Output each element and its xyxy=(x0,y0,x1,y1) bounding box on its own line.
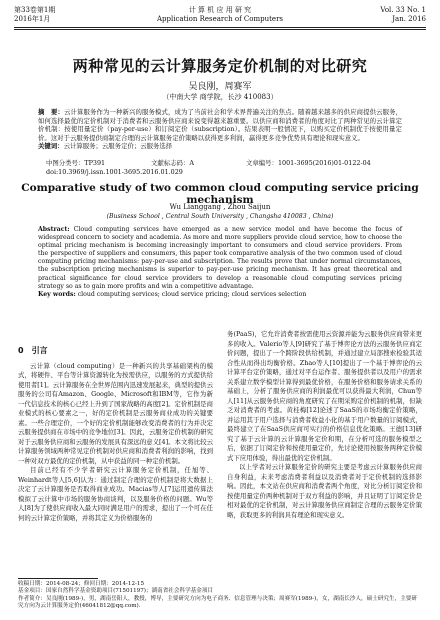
abstract-text-cn: 云计算服务作为一种新兴的服务模式，成为了当前社会和学术界普遍关注的焦点。随着越来越多的供应商提供云服务，如何选择最优的定价机制对于消费者和云服务供应商来说变得越来越重要。以供应商和消费者的角度对比了两种常见的云计算定价机制：按使用量定价（pay-per-use）和订阅定价（subscription）。结果表明一般情况下，以购买定价机制优于按使用量定价。这对于云服务提供商制定合理的云计算服务定价策略以获得更多利润，赢得更多竞争优势具有理论和现实意义。 xyxy=(38,108,403,142)
footnote-bio: 作者简介：吴良刚(1989-)，男，湖南岳阳人，教授，博导，主要研究方向为电子商务、信息管理与决策；周赛军(1989-)，女，湖南长沙人，硕士研究生，主要研究方向为云计算服务定价(46041812@qq.com). xyxy=(18,595,417,610)
abstract-en xyxy=(38,226,402,299)
footnote-fund: 基金项目：国家自然科学基金资助项目(71501197)；湖南省社会科学基金项目 xyxy=(18,588,214,595)
header-volume-issue: 第33卷第1期 xyxy=(14,6,56,14)
body-paragraph: 以上学者对云计算服务定价的研究主要是考虑云计算服务供应商自身利益，未来考虑消费者利益以及消费者对于定价机制的选择影响。因此，本文站在供应商和消费者两个角度，对比分析订阅定价和按使用量定价两种机制对于双方利益的影响，并且证明了订阅定价是相对最优的定价机制，对云计算服务供应商制定合理的云服务定价策略，获取更多的利润具有理论和现实意义。 xyxy=(227,463,422,519)
abstract-label-en: Abstract: xyxy=(38,226,70,233)
header-rule-top xyxy=(14,27,426,28)
keywords-en: cloud computing services; cloud service pricing; cloud services selection xyxy=(77,290,307,298)
body-paragraph: 目前已经有不少学者研究云计算服务定价机制，任旭等、Weinhardt等人[5,6]认为：通过制定合理的定价机制是将大数据上决定了云计算服务是否取得商业成功。Macias等人[7]运用遗传算法模拟了云计算中市场的服务协商谈判，以及服务价格的问题。Wu等人[8]为了使供应商收入最大同时满足用户的需求，提出了一个可在任何的云计算定价策略，并将其定义为价格服务的 xyxy=(18,466,213,522)
affiliation-cn: （中南大学 商学院，长沙 410083） xyxy=(162,93,278,101)
footnote-rule xyxy=(18,578,98,579)
body-paragraph: 务(PaaS)，它允许消费者按需使用云资源并能为云服务供应商带来更多的收入。Valerio等人[9]研究了基于博弈论方法的云服务供应商定价问题，提出了一个跨阶段供给机制，并通过建立局部搜索检验其适合性从而得出均衡价格。Zhao等人[10]提出了一个基于博弈论的云计算平台定价策略，通过对平台运作者、服务提供者以及用户的需求关系建立数学模型计算得到最优价格，在服务价格和服务请求关系的基础上，分析了服务供应商的利润最优可以获得最大利润，Chun等人[11]从云服务供应商的角度研究了在期采购定价机制的机制，但缺乏对消费者的考虑。黄桂梅[12]论述了SaaS的市场均衡定价策略，并运用其于用户选择与消费者收益小化的基于用户数量的订阅模式，最终建立了在SaaS供应商可实行的价格信息优化策略。王德[13]研究了基于云计算的云计算服务定价和期，在分析可选的服务模型之后，依据了订阅定价和按使用量定价，先讨论使用按服务两种定价模式下应用体验，得出最优的定价机制。 xyxy=(227,330,422,462)
header-date: 2016年1月 xyxy=(14,15,51,23)
header-volume-no: Vol. 33 No. 1 xyxy=(380,6,426,14)
abstract-text-en: Cloud computing services have emerged as a new service model and have become the focus of widespread concern to society and academia. As more and more suppliers provide cloud service, how to choose the optimal pricing mechanism is becoming increasingly important to consumers and cloud service providers. From the perspective of suppliers and consumers, this paper took comparative analysis of the two common used of cloud computing pricing mechanisms: pay-per-use and subscription. The results prove that under normal circumstances, the subscription pricing mechanisms is superior to pay-per-use pricing mechanism. It has great theoretical and practical significance for cloud service providers to develop a reasonable cloud computing services pricing strategy so as to gain more profits and win a competitive advantage. xyxy=(38,226,402,290)
abstract-cn xyxy=(38,108,402,151)
article-number: 文章编号：1001-3695(2016)01-0122-04 xyxy=(246,159,371,167)
journal-name xyxy=(14,6,426,24)
body-column-right xyxy=(227,330,422,520)
header-date-en: Jan. 2016 xyxy=(392,15,426,23)
journal-name-en: Application Research of Computers xyxy=(156,15,284,23)
section-heading-introduction: 0 引言 xyxy=(18,346,48,355)
body-column-left xyxy=(18,346,213,523)
body-paragraph: 云计算（cloud computing）是一种新兴的共享基础架构的模式，将硬件、平台等计算资源转化为按需供应，以服务的方式提供给使用者[1]。云计算服务在全世界范围内迅速发展起来，典型的提供云服务的公司有Amazon、Google、Microsoft和IBM等，它作为新一代信息技术的核心已经上升到了国家战略的高度[2]。定价机制是商业模式的核心要素之一，好的定价机制是云服务商业成功的关键要素。一些合理定价，一个好的定价机制能够改变消费者的行为并决定云服务提供商在市场中的竞争地位[3]。因此，云服务定价机制的研究对于云服务供应商和云服务的发展具有深远的意义[4]。本文将比较云计算服务领域两种常见定价机制对供应商和消费者利润的影响，找到一种对双方最优的定价机制，从中获益的同一种定价机制。 xyxy=(18,361,213,465)
keywords-label-en: Key words: xyxy=(38,290,76,298)
footnote-received: 收稿日期：2014-08-24；修回日期：2014-12-15 xyxy=(18,581,145,587)
keywords-cn: 云计算服务；云服务定价；云服务选择 xyxy=(63,142,173,151)
document-code: 文献标志码：A xyxy=(151,159,194,167)
footnote xyxy=(18,581,422,611)
paper-title-cn: 两种常见的云计算服务定价机制的对比研究 xyxy=(72,57,368,75)
paper-title-en: Comparative study of two common cloud computing service pricing mechanism xyxy=(21,182,419,206)
header-volume-en xyxy=(380,6,426,24)
header-rule-bottom xyxy=(14,29,426,30)
journal-name-cn: 计 算 机 应 用 研 究 xyxy=(188,6,252,14)
affiliation-en: (Business School , Central South University , Changsha 410083 , China) xyxy=(106,213,334,220)
doi: doi:10.3969/j.issn.1001-3695.2016.01.029 xyxy=(46,168,183,176)
authors-cn: 吴良刚，周赛军 xyxy=(188,82,252,92)
authors-en: Wu Lianggang , Zhou Saijun xyxy=(169,203,271,211)
keywords-label-cn: 关键词： xyxy=(38,142,64,151)
abstract-label-cn: 摘 要： xyxy=(38,108,65,116)
clc-number: 中图分类号：TP391 xyxy=(46,159,106,167)
